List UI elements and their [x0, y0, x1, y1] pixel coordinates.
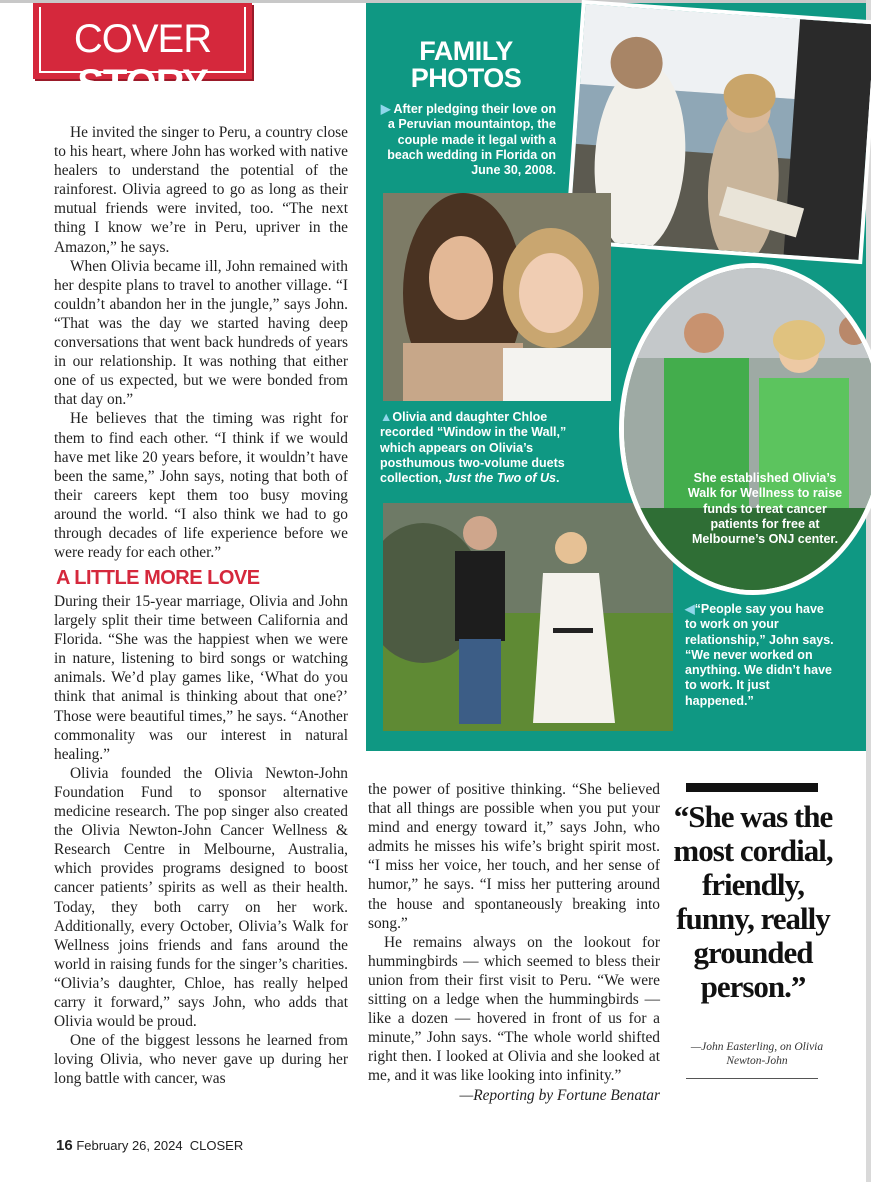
family-photos-title-line1: FAMILY	[419, 36, 513, 66]
left-triangle-icon: ◀	[685, 602, 695, 616]
chloe-caption	[380, 410, 590, 486]
wedding-caption	[380, 102, 556, 178]
article-paragraph: During their 15-year marriage, Olivia and John largely split their time between California and Florida. “She was the happiest when we were in nature, listening to bird songs or watching animals. We’d play games like, ‘What do you think that animal is thinking about that one?’ Those were beautiful times,” he says. “Another commonality was our interest in natural healing.”	[54, 593, 348, 763]
wedding-photo-art	[569, 4, 871, 260]
wedding-caption-text: After pledging their love on a Peruvian mountaintop, the couple made it legal with a beach wedding in Florida on June 30, 2008.	[387, 102, 556, 178]
quote-caption	[685, 602, 835, 709]
pullquote: “She was the most cordial, friendly, funny, really grounded person.”	[673, 799, 833, 1004]
olivia-chloe-photo-art	[383, 193, 611, 401]
section-banner	[33, 3, 252, 106]
family-photos-title-line2: PHOTOS	[410, 63, 522, 93]
banner-text	[33, 17, 252, 107]
banner-word-cover: COVER	[73, 17, 212, 61]
up-triangle-icon: ▲	[380, 410, 393, 424]
chloe-caption-end: .	[555, 471, 560, 486]
walk-caption: She established Olivia’s Walk for Wellness to raise funds to treat cancer patients for free at Melbourne’s ONJ center.	[687, 471, 843, 547]
page-footer	[56, 1137, 243, 1154]
article-column-1-top	[54, 123, 348, 562]
article-subhead: A LITTLE MORE LOVE	[56, 567, 260, 589]
family-photos-title	[404, 38, 528, 92]
article-paragraph: When Olivia became ill, John remained with her despite plans to travel to another village. “I couldn’t abandon her in the jungle,” says John. “That was the day we started having deep conversations that went back hundreds of years in our relationship. It was nothing that either one of us expected, but we were bonded from that day on.”	[54, 257, 348, 409]
article-paragraph: He believes that the timing was right for them to find each other. “I think if we would have met like 20 years before, it wouldn’t have been the same,” John says, noting that both of their careers kept them too busy moving around the world. “I also think we had to go through decades of life experience before we were ready for each other.”	[54, 410, 348, 562]
pullquote-bar	[686, 783, 818, 792]
pullquote-attribution: —John Easterling, on Olivia Newton-John	[690, 1041, 824, 1067]
right-triangle-icon: ▶	[380, 102, 391, 116]
couple-walking-photo-art	[383, 503, 673, 731]
article-paragraph: One of the biggest lessons he learned from loving Olivia, who never gave up during her long battle with cancer, was	[54, 1032, 348, 1088]
olivia-chloe-photo	[383, 193, 611, 401]
article-paragraph: the power of positive thinking. “She believed that all things are possible when you put your mind and energy toward it,” says John, who admits he misses his wife’s bright spirit most. “I miss her voice, her touch, and her sense of humor,” he says. “I miss her puttering around the house and spontaneously breaking into song.”	[368, 781, 660, 932]
article-paragraph: He remains always on the lookout for hummingbirds — which seemed to bless their union from their first visit to Peru. “We were sitting on a ledge when the hummingbirds — like a dozen — hovered in front of us for a minute,” John says. “The whole world shifted right then. I looked at Olivia and she looked at me, and it was like looking into infinity.”	[368, 933, 660, 1085]
quote-caption-text: “People say you have to work on your relationship,” John says. “We never worked on anything. We didn’t have to work. It just happened.”	[685, 602, 834, 708]
album-title: Just the Two of Us	[445, 471, 556, 486]
article-column-2	[368, 780, 660, 1105]
article-byline: —Reporting by Fortune Benatar	[459, 1086, 660, 1104]
article-paragraph: Olivia founded the Olivia Newton-John Foundation Fund to sponsor alternative medicine research. The pop singer also created the Olivia Newton-John Cancer Wellness & Research Centre in Melbourne, Australia, which provides programs designed to boost cancer patients’ spirits as well as their health. Today, they both carry on her work. Additionally, every October, Olivia’s Walk for Wellness joins friends and fans around the world in raising funds for the singer’s charities. “Olivia’s daughter, Chloe, has really helped carry it forward,” says John, who adds that Olivia would be proud.	[54, 764, 348, 1031]
pullquote-rule	[686, 1078, 818, 1079]
page-number: 16	[56, 1137, 73, 1154]
magazine-name: CLOSER	[189, 1138, 244, 1153]
chloe-caption-text: Olivia and daughter Chloe recorded “Window in the Wall,” which appears on Olivia’s posthumous two-volume duets collection,	[380, 410, 567, 486]
article-column-1-bottom	[54, 592, 348, 1088]
couple-walking-photo	[383, 503, 673, 731]
banner-word-story: STORY	[77, 62, 208, 106]
issue-date: February 26, 2024	[76, 1138, 183, 1153]
article-paragraph: He invited the singer to Peru, a country close to his heart, where John has worked with native healers to understand the potential of the rainforest. Olivia agreed to go as long as their mutual friends were invited, too. “The next thing I know we’re in Peru, upriver in the Amazon,” he says.	[54, 124, 348, 256]
